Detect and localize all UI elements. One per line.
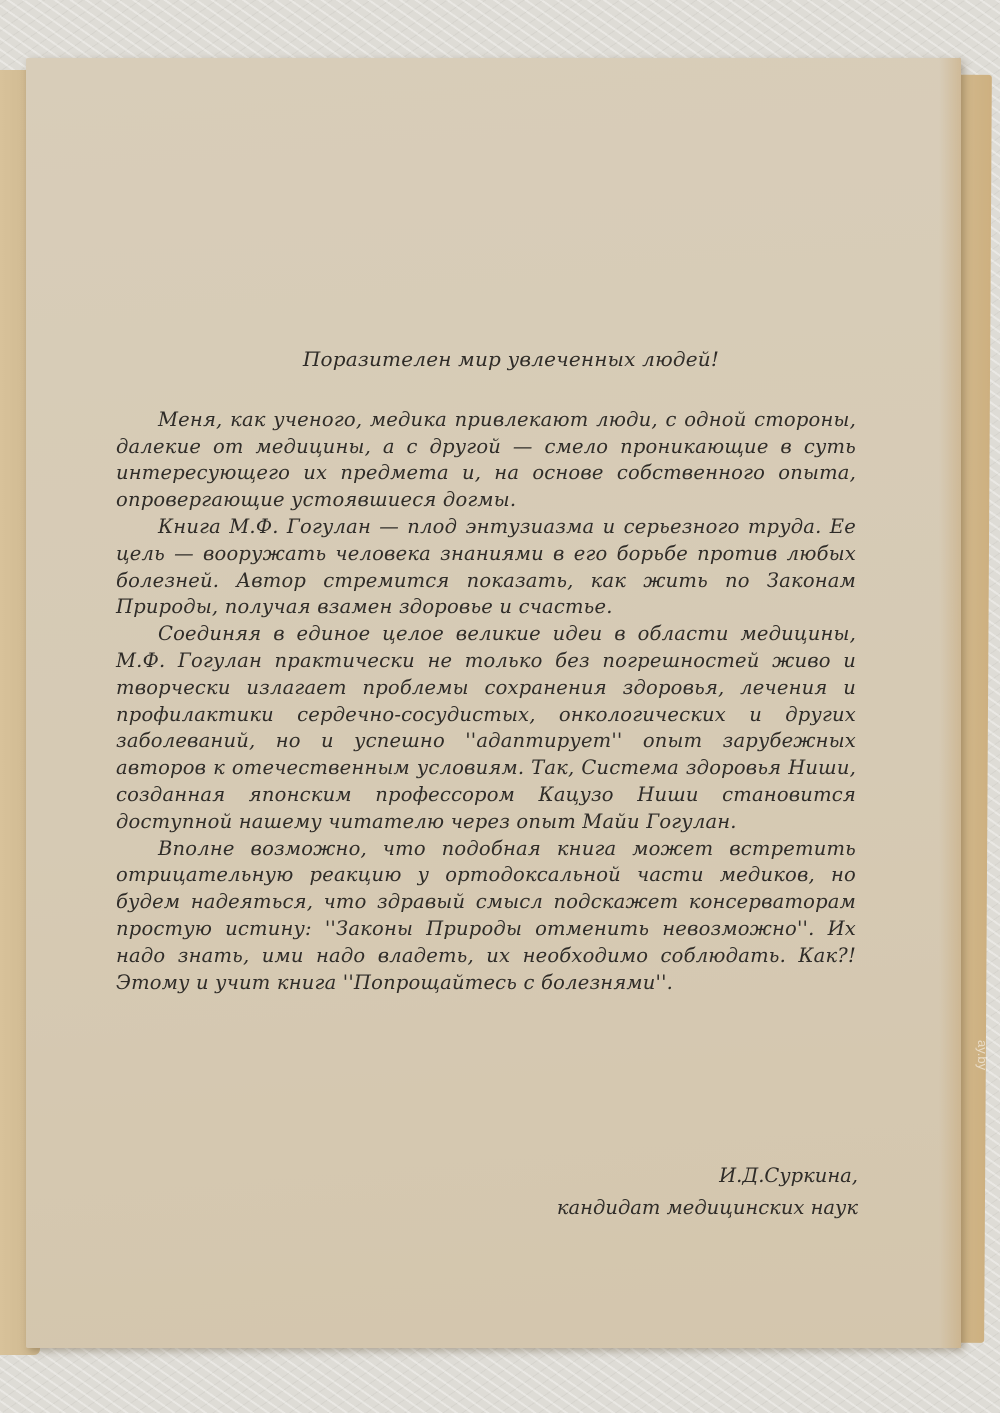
- paragraph-2: Книга М.Ф. Гогулан — плод энтузиазма и серьезного труда. Ее цель — вооружать человека знаниями в его борьбе против любых болезней. Автор стремится показать, как жить по Законам Природы, получая взамен здоровье и счастье.: [116, 514, 856, 619]
- foreword-heading: Поразителен мир увлеченных людей!: [302, 347, 720, 371]
- paragraph-1: Меня, как ученого, медика привлекают люди, с одной стороны, далекие от медицины, а с другой — смело проникающие в суть интересующего их предмета и, на основе собственного опыта, опровергающие устоявшиеся догмы.: [116, 407, 856, 512]
- signature-name: И.Д.Суркина,: [719, 1164, 858, 1187]
- foreword-text: [116, 346, 856, 996]
- watermark: ay.by: [975, 1040, 990, 1071]
- paragraph-4: Вполне возможно, что подобная книга может встретить отрицательную реакцию у ортодоксальной части медиков, но будем надеяться, что здравый смысл подскажет консерваторам простую истину: ''Законы Природы отменить невозможно''. Их надо знать, ими надо владеть, их необходимо соблюдать. Как?! Этому и учит книга ''Попрощайтесь с болезнями''.: [116, 836, 856, 994]
- paragraph-3: Соединяя в единое целое великие идеи в области медицины, М.Ф. Гогулан практически не только без погрешностей живо и творчески излагает проблемы сохранения здоровья, лечения и профилактики сердечно-сосудистых, онкологических и других заболеваний, но и успешно ''адаптирует'' опыт зарубежных авторов к отечественным условиям. Так, Система здоровья Ниши, созданная японским профессором Кацузо Ниши становится доступной нашему читателю через опыт Майи Гогулан.: [116, 622, 856, 833]
- signature-title: кандидат медицинских наук: [556, 1196, 858, 1219]
- signature: [557, 1160, 858, 1224]
